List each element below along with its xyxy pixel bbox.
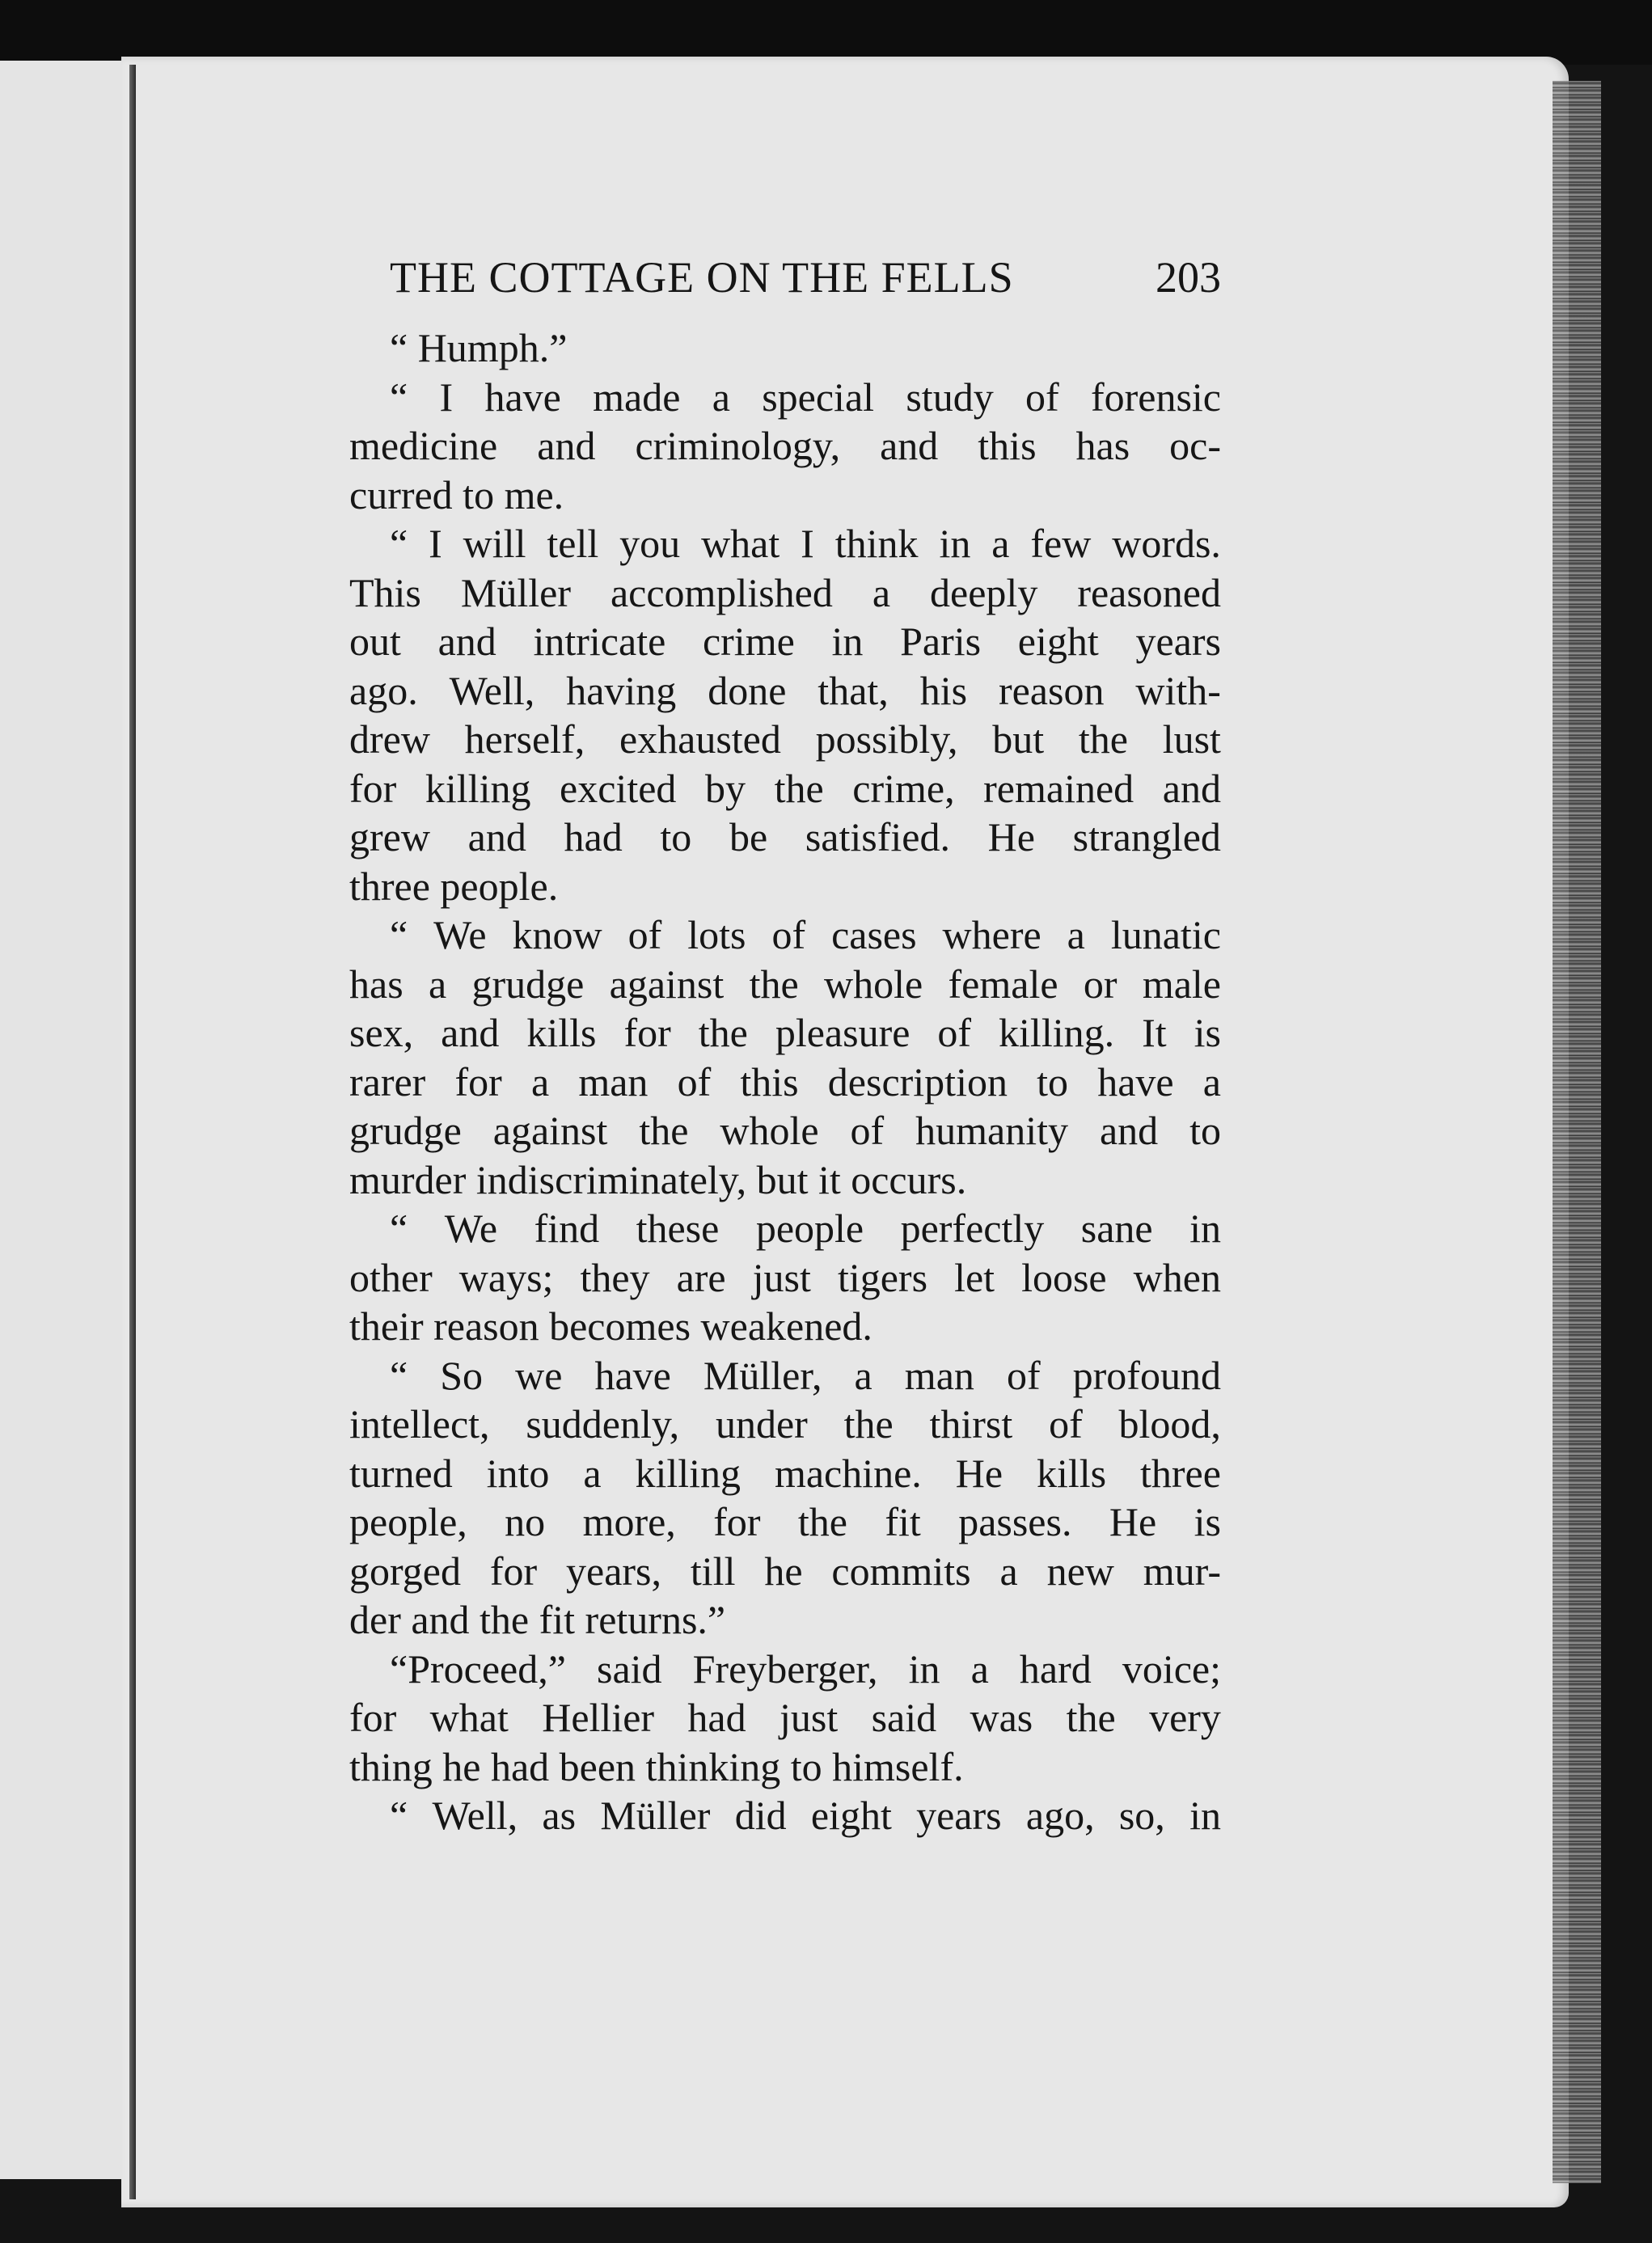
text-line: drew herself, exhausted possibly, but the lust [349, 716, 1221, 762]
text-line: has a grudge against the whole female or male [349, 961, 1221, 1007]
text-line: medicine and criminology, and this has oc- [349, 423, 1221, 468]
text-line: grew and had to be satisfied. He strangled [349, 814, 1221, 860]
facing-page-edge [0, 61, 121, 2179]
text-line: other ways; they are just tigers let loose when [349, 1254, 1221, 1300]
text-line: “ We find these people perfectly sane in [390, 1206, 1221, 1251]
text-line: out and intricate crime in Paris eight years [349, 619, 1221, 664]
text-line: “ I will tell you what I think in a few words. [390, 521, 1221, 566]
text-line: murder indiscriminately, but it occurs. [349, 1156, 967, 1202]
text-line: people, no more, for the fit passes. He is [349, 1499, 1221, 1544]
text-line: curred to me. [349, 471, 564, 517]
text-line: three people. [349, 863, 559, 909]
text-line: thing he had been thinking to himself. [349, 1743, 964, 1789]
text-line: gorged for years, till he commits a new mur- [349, 1548, 1221, 1594]
text-line: turned into a killing machine. He kills three [349, 1450, 1221, 1496]
text-line: ago. Well, having done that, his reason with- [349, 667, 1221, 713]
text-line: their reason becomes weakened. [349, 1303, 872, 1349]
text-line: rarer for a man of this description to have a [349, 1058, 1221, 1105]
text-line: sex, and kills for the pleasure of killing. It is [349, 1010, 1221, 1055]
page-edges [1553, 81, 1601, 2183]
page-header [390, 252, 1221, 302]
running-head: THE COTTAGE ON THE FELLS [390, 253, 1014, 302]
text-line: intellect, suddenly, under the thirst of blood, [349, 1401, 1221, 1447]
text-line: “ Humph.” [390, 325, 568, 370]
text-line: for killing excited by the crime, remained and [349, 765, 1221, 811]
text-line: This Müller accomplished a deeply reasoned [349, 569, 1221, 615]
page-gutter [129, 65, 136, 2199]
page-number: 203 [1156, 253, 1221, 302]
scan-background [0, 0, 1652, 65]
text-line: for what Hellier had just said was the very [349, 1695, 1221, 1740]
text-line: “ Well, as Müller did eight years ago, so, in [390, 1793, 1221, 1838]
body-text [349, 323, 1221, 1840]
text-line: “Proceed,” said Freyberger, in a hard voice; [390, 1645, 1221, 1692]
text-line: “ I have made a special study of forensic [390, 374, 1221, 420]
text-line: grudge against the whole of humanity and to [349, 1108, 1221, 1153]
text-line: der and the fit returns.” [349, 1597, 726, 1642]
text-line: “ So we have Müller, a man of profound [390, 1352, 1221, 1398]
text-line: “ We know of lots of cases where a lunatic [390, 912, 1221, 957]
